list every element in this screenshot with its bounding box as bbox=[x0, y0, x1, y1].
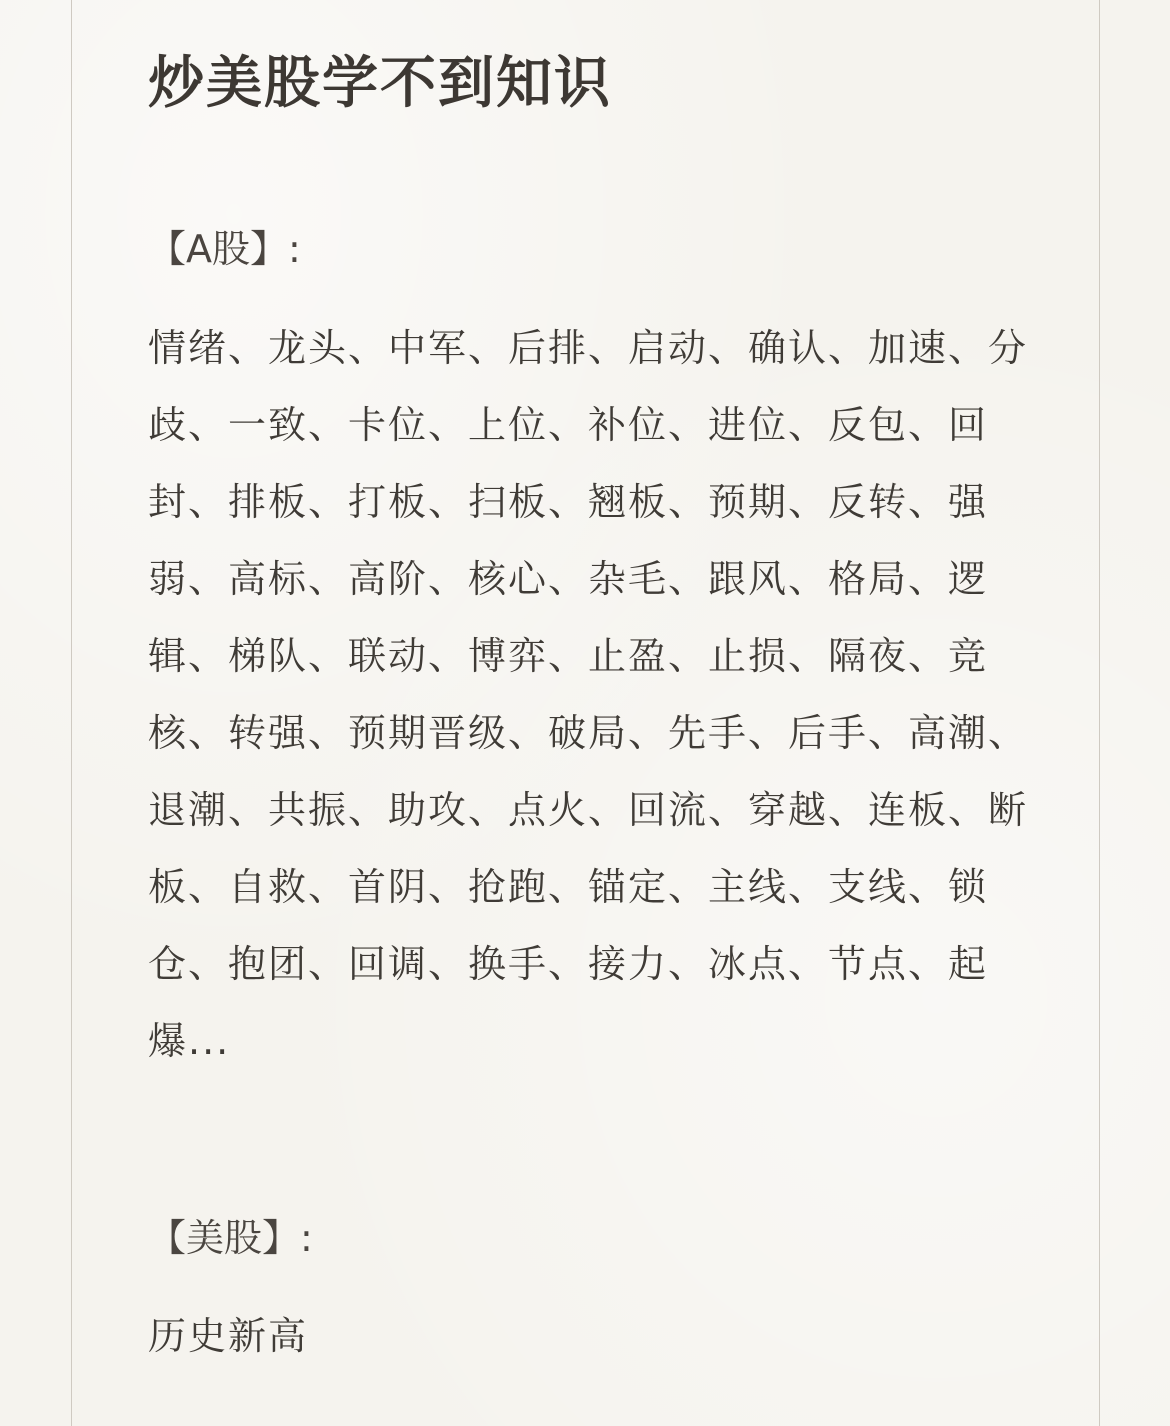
right-margin-line bbox=[1099, 0, 1100, 1426]
a-share-terms-paragraph: 情绪、龙头、中军、后排、启动、确认、加速、分歧、一致、卡位、上位、补位、进位、反包、回封、排板、打板、扫板、翘板、预期、反转、强弱、高标、高阶、核心、杂毛、跟风、格局、逻辑、梯队、联动、博弈、止盈、止损、隔夜、竞核、转强、预期晋级、破局、先手、后手、高潮、退潮、共振、助攻、点火、回流、穿越、连板、断板、自救、首阴、抢跑、锚定、主线、支线、锁仓、抱团、回调、换手、接力、冰点、节点、起爆... bbox=[148, 326, 1029, 1063]
left-margin-line bbox=[71, 0, 72, 1426]
us-stock-text: 历史新高 bbox=[148, 1314, 309, 1358]
page-title: 炒美股学不到知识 bbox=[148, 51, 612, 116]
us-stock-heading: 【美股】: bbox=[148, 1216, 313, 1260]
a-share-heading: 【A股】: bbox=[148, 227, 301, 271]
